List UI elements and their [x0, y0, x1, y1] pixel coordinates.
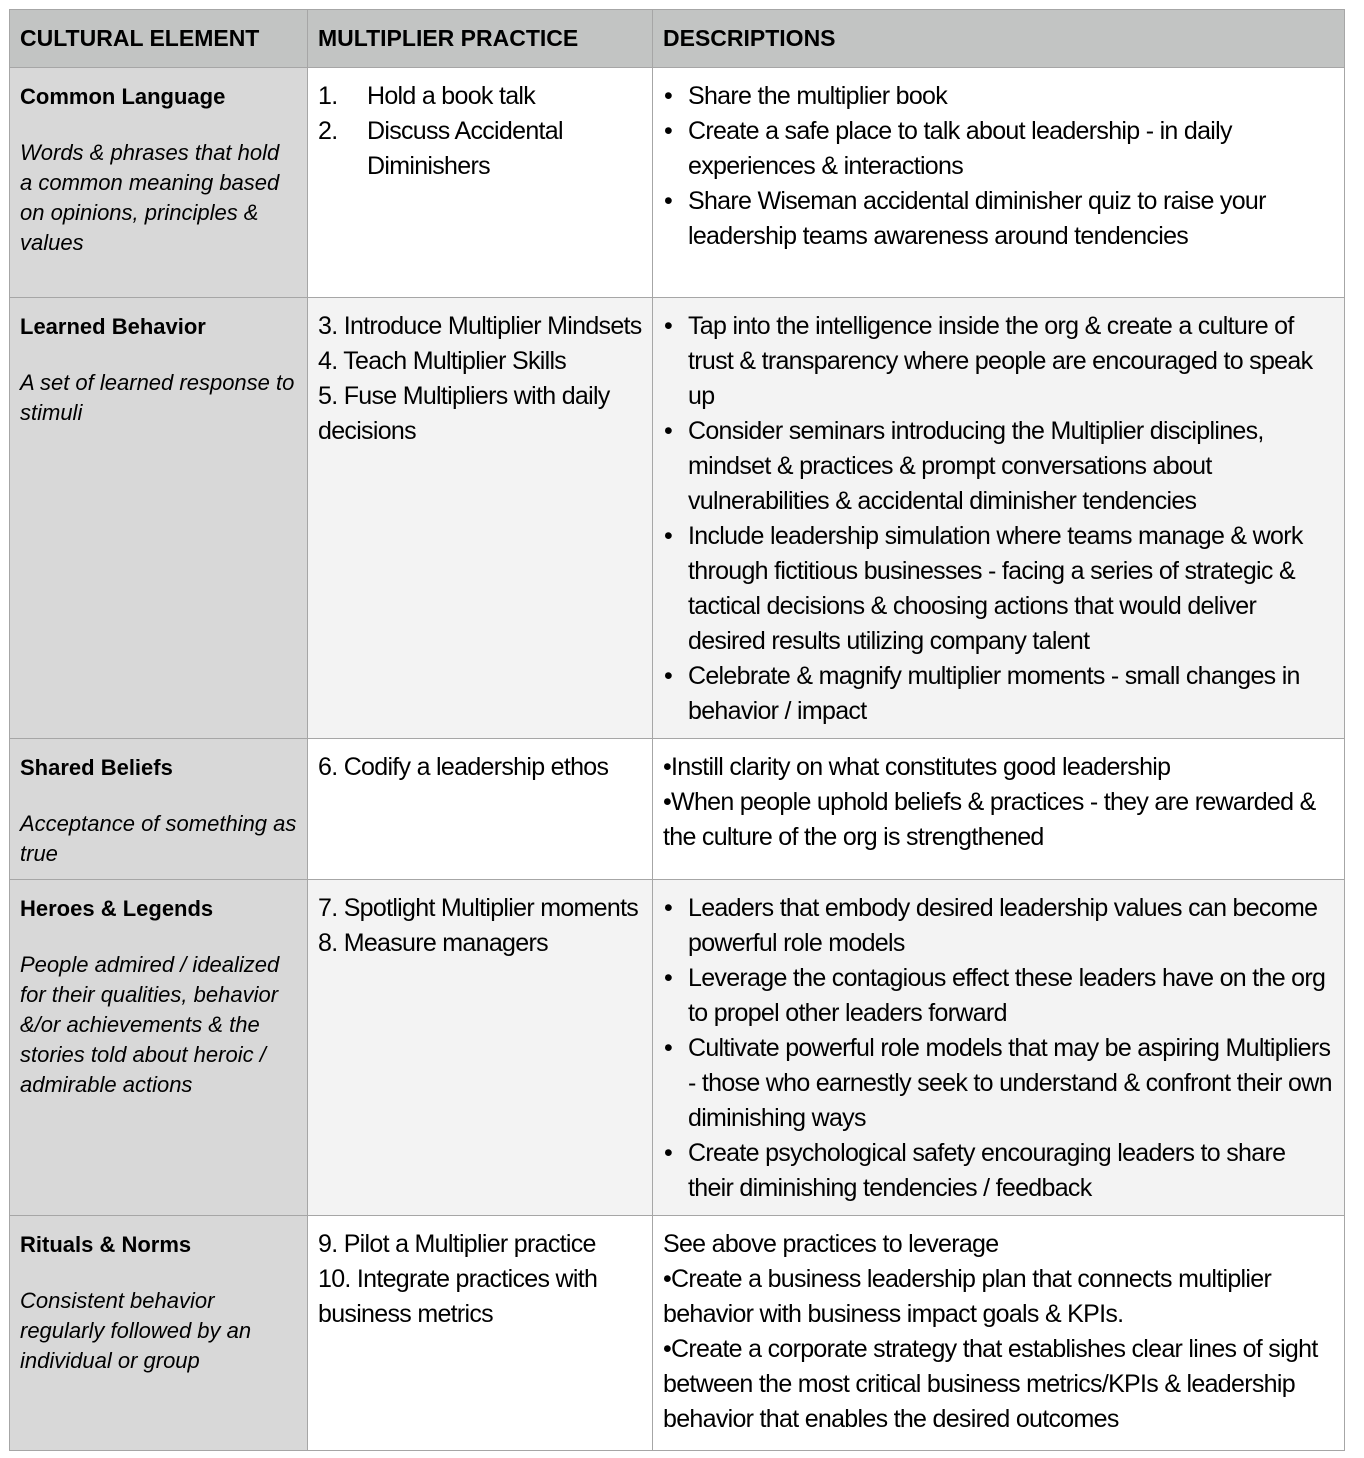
- description-list: [663, 309, 1334, 729]
- description-text: •Create a business leadership plan that connects multiplier behavior with business impact goals & KPIs.: [663, 1265, 1272, 1328]
- description-list: [663, 79, 1334, 254]
- practice-item: 8. Measure managers: [318, 929, 548, 957]
- table-row: [10, 68, 1345, 298]
- element-definition: Consistent behavior regularly followed by an individual or group: [20, 1288, 252, 1373]
- bullet-icon: •: [664, 964, 673, 992]
- practice-list: [318, 891, 642, 961]
- element-definition: A set of learned response to stimuli: [20, 370, 295, 425]
- table-row: [10, 880, 1345, 1216]
- description-cell: [653, 739, 1345, 880]
- practice-item: 3. Introduce Multiplier Mindsets: [318, 312, 642, 340]
- description-text: •Create a corporate strategy that establishes clear lines of sight between the most critical business metrics/KPIs & leadership behavior that enables the desired outcomes: [663, 1335, 1318, 1433]
- practice-cell: [308, 298, 653, 739]
- element-cell: [10, 298, 308, 739]
- bullet-icon: •: [664, 117, 673, 145]
- practice-list: [318, 79, 642, 184]
- description-cell: [653, 68, 1345, 298]
- practice-cell: [308, 1216, 653, 1451]
- practice-list: [318, 309, 642, 449]
- practice-item: [318, 79, 642, 114]
- element-cell: [10, 1216, 308, 1451]
- description-text: •Instill clarity on what constitutes good leadership: [663, 753, 1171, 781]
- element-title: Shared Beliefs: [20, 755, 173, 780]
- practice-item: 6. Codify a leadership ethos: [318, 753, 609, 781]
- description-text: Tap into the intelligence inside the org & create a culture of trust & transparency where people are encouraged to speak up: [688, 312, 1313, 410]
- practice-item: 7. Spotlight Multiplier moments: [318, 894, 639, 922]
- header-row: [10, 10, 1345, 68]
- element-definition: Words & phrases that hold a common meaning based on opinions, principles & values: [20, 140, 280, 255]
- element-title: Heroes & Legends: [20, 896, 214, 921]
- description-item: [663, 184, 1334, 254]
- description-item: [663, 1031, 1334, 1136]
- description-text: Leverage the contagious effect these leaders have on the org to propel other leaders forward: [688, 964, 1326, 1027]
- description-cell: [653, 298, 1345, 739]
- description-item: [663, 414, 1334, 519]
- element-title: Learned Behavior: [20, 314, 206, 339]
- bullet-icon: •: [664, 1034, 673, 1062]
- practice-cell: [308, 68, 653, 298]
- table-row: [10, 739, 1345, 880]
- bullet-icon: •: [664, 82, 673, 110]
- description-text: Share Wiseman accidental diminisher quiz to raise your leadership teams awareness around tendencies: [688, 187, 1266, 250]
- table-row: [10, 298, 1345, 739]
- header-multiplier-practice: MULTIPLIER PRACTICE: [308, 10, 653, 68]
- bullet-icon: •: [664, 662, 673, 690]
- element-definition: People admired / idealized for their qualities, behavior &/or achievements & the stories told about heroic / admirable actions: [20, 952, 280, 1097]
- description-text: Leaders that embody desired leadership values can become powerful role models: [688, 894, 1318, 957]
- description-text: Cultivate powerful role models that may be aspiring Multipliers - those who earnestly seek to understand & confront their own diminishing ways: [688, 1034, 1332, 1132]
- bullet-icon: •: [664, 417, 673, 445]
- element-cell: [10, 739, 308, 880]
- practice-cell: [308, 739, 653, 880]
- table-row: [10, 1216, 1345, 1451]
- practice-text: Hold a book talk: [367, 82, 536, 110]
- description-item: [663, 519, 1334, 659]
- description-text: Share the multiplier book: [688, 82, 948, 110]
- description-text: •When people uphold beliefs & practices - they are rewarded & the culture of the org is strengthened: [663, 788, 1316, 851]
- practice-number: 2.: [318, 117, 338, 145]
- description-item: [663, 659, 1334, 729]
- description-list: [663, 750, 1334, 855]
- practice-item: 10. Integrate practices with business metrics: [318, 1265, 598, 1328]
- practice-item: [318, 114, 642, 184]
- practice-number: 1.: [318, 82, 338, 110]
- element-cell: [10, 68, 308, 298]
- description-list: [663, 891, 1334, 1206]
- description-item: [663, 1136, 1334, 1206]
- header-descriptions: DESCRIPTIONS: [653, 10, 1345, 68]
- description-text: Create psychological safety encouraging leaders to share their diminishing tendencies / feedback: [688, 1139, 1286, 1202]
- description-list: [663, 1227, 1334, 1437]
- practice-text: Discuss Accidental Diminishers: [367, 117, 563, 180]
- bullet-icon: •: [664, 312, 673, 340]
- description-text: Celebrate & magnify multiplier moments - small changes in behavior / impact: [688, 662, 1300, 725]
- description-item: [663, 79, 1334, 114]
- description-cell: [653, 1216, 1345, 1451]
- element-title: Rituals & Norms: [20, 1232, 192, 1257]
- element-title: Common Language: [20, 84, 226, 109]
- practice-list: [318, 750, 642, 785]
- practice-cell: [308, 880, 653, 1216]
- description-text: Create a safe place to talk about leadership - in daily experiences & interactions: [688, 117, 1232, 180]
- practice-item: 5. Fuse Multipliers with daily decisions: [318, 382, 610, 445]
- description-item: [663, 114, 1334, 184]
- description-item: [663, 961, 1334, 1031]
- element-cell: [10, 880, 308, 1216]
- description-text: Consider seminars introducing the Multiplier disciplines, mindset & practices & prompt conversations about vulnerabilities & accidental diminisher tendencies: [688, 417, 1264, 515]
- description-item: [663, 891, 1334, 961]
- bullet-icon: •: [664, 187, 673, 215]
- bullet-icon: •: [664, 522, 673, 550]
- practice-item: 4. Teach Multiplier Skills: [318, 347, 567, 375]
- element-definition: Acceptance of something as true: [20, 811, 297, 866]
- description-text: Include leadership simulation where teams manage & work through fictitious businesses - facing a series of strategic & tactical decisions & choosing actions that would deliver desired results utilizing company talent: [688, 522, 1303, 655]
- bullet-icon: •: [664, 1139, 673, 1167]
- description-item: [663, 309, 1334, 414]
- header-cultural-element: CULTURAL ELEMENT: [10, 10, 308, 68]
- description-text: See above practices to leverage: [663, 1230, 999, 1258]
- description-cell: [653, 880, 1345, 1216]
- bullet-icon: •: [664, 894, 673, 922]
- cultural-multiplier-table: [9, 9, 1345, 1451]
- practice-item: 9. Pilot a Multiplier practice: [318, 1230, 596, 1258]
- practice-list: [318, 1227, 642, 1332]
